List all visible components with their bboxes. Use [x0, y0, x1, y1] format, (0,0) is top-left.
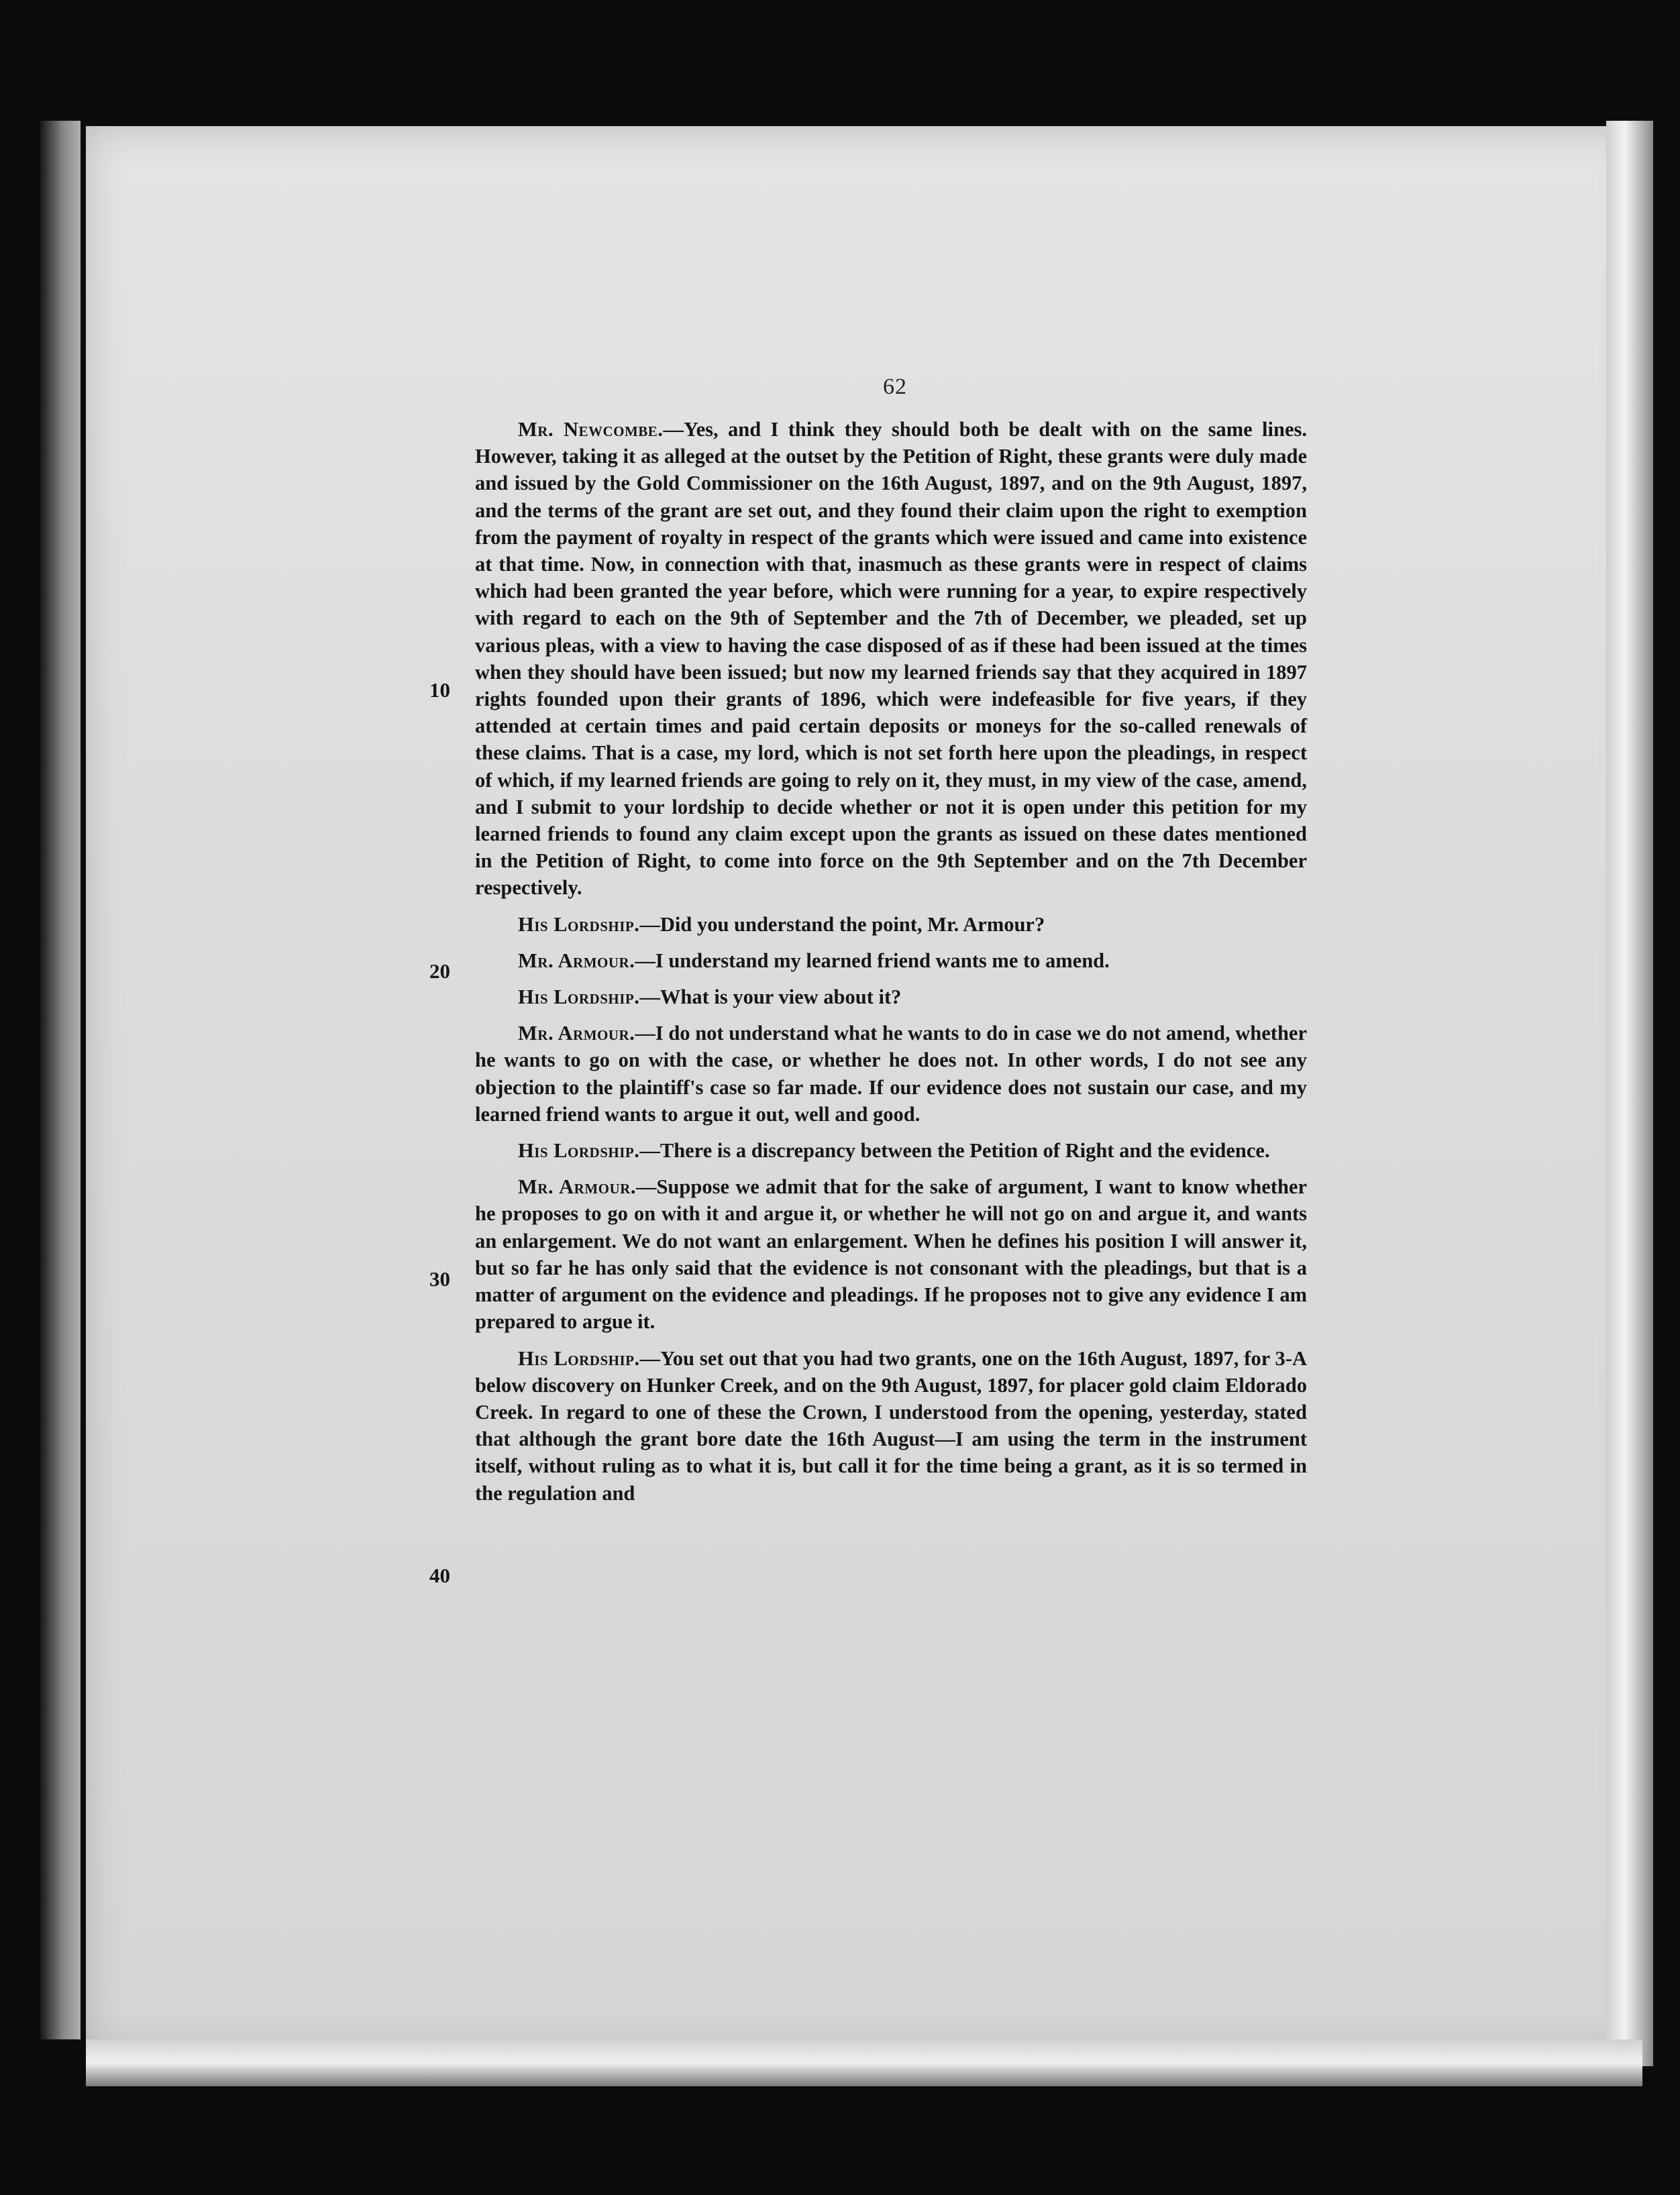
line-number-20: 20 — [429, 959, 450, 983]
paragraph — [475, 416, 1307, 902]
paragraph — [475, 947, 1307, 974]
speaker-name: His Lordship. — [518, 985, 640, 1009]
page-bottom-edge — [86, 2039, 1642, 2086]
line-number-10: 10 — [429, 678, 450, 702]
paragraph-text: —What is your view about it? — [639, 985, 902, 1009]
speaker-name: Mr. Armour. — [518, 1022, 635, 1045]
paragraph — [475, 1345, 1307, 1507]
paragraph-text: —There is a discrepancy between the Petition of Right and the evidence. — [639, 1139, 1270, 1163]
paragraph-text: —Suppose we admit that for the sake of argument, I want to know whether he proposes to go on with it and argue it, or whether he will not go on and argue it, and wants an enlargement. We do not want an enlargement. When he defines his position I will answer it, but so far he has only said that the evidence is not consonant with the pleadings, but that is a matter of argument on the evidence and pleadings. If he proposes not to give any evidence I am prepared to argue it. — [475, 1175, 1307, 1334]
paragraph-text: —I understand my learned friend wants me to amend. — [635, 949, 1110, 972]
speaker-name: Mr. Armour. — [518, 1175, 636, 1199]
scanner-edge-left — [40, 121, 81, 2039]
page-number: 62 — [883, 374, 907, 399]
paragraph-text: —Yes, and I think they should both be dealt with on the same lines. However, taking it as alleged at the outset by the Petition of Right, these grants were duly made and issued by the Gold Commissioner on the 16th August, 1897, and on the 9th August, 1897, and the terms of the grant are set out, and they found their claim upon the right to exemption from the payment of royalty in respect of the grants which were issued and came into existence at that time. Now, in connection with that, inasmuch as these grants were in respect of claims which had been granted the year before, which were running for a year, to expire respectively with regard to each on the 9th of September and the 7th of December, we pleaded, set up various pleas, with a view to having the case disposed of as if these had been issued at the times when they should have been issued; but now my learned friends say that they acquired in 1897 rights founded upon their grants of 1896, which were indefeasible for five years, if they attended at certain times and paid certain deposits or moneys for the so-called renewals of these claims. That is a case, my lord, which is not set forth here upon the pleadings, in respect of which, if my learned friends are going to rely on it, they must, in my view of the case, amend, and I submit to your lordship to decide whether or not it is open under this petition for my learned friends to found any claim except upon the grants as issued on these dates mentioned in the Petition of Right, to come into force on the 9th September and on the 7th December respectively. — [475, 418, 1307, 900]
speaker-name: His Lordship. — [518, 1346, 640, 1370]
speaker-name: His Lordship. — [518, 1139, 640, 1163]
paragraph-text: —I do not understand what he wants to do in case we do not amend, whether he wants to go on with the case, or whether he does not. In other words, I do not see any objection to the plaintiff's case so far made. If our evidence does not sustain our case, and my learned friend wants to argue it out, well and good. — [475, 1022, 1308, 1126]
paragraph-text: —Did you understand the point, Mr. Armour? — [639, 912, 1045, 936]
paragraph — [475, 1020, 1307, 1128]
paragraph — [475, 911, 1307, 938]
line-number-30: 30 — [429, 1267, 450, 1291]
transcript-body — [475, 416, 1307, 1516]
page-curl-edge — [1606, 121, 1653, 2066]
paragraph — [475, 983, 1307, 1010]
speaker-name: Mr. Newcombe. — [518, 418, 664, 441]
paragraph — [475, 1173, 1307, 1335]
speaker-name: Mr. Armour. — [518, 949, 635, 972]
speaker-name: His Lordship. — [518, 912, 640, 936]
line-number-40: 40 — [429, 1564, 450, 1587]
paragraph-text: —You set out that you had two grants, one on the 16th August, 1897, for 3-A below discovery on Hunker Creek, and on the 9th August, 1897, for placer gold claim Eldorado Creek. In regard to one of these the Crown, I understood from the opening, yesterday, stated that although the grant bore date the 16th August—I am using the term in the instrument itself, without ruling as to what it is, but call it for the time being a grant, as it is so termed in the regulation and — [475, 1346, 1307, 1505]
paragraph — [475, 1137, 1307, 1164]
